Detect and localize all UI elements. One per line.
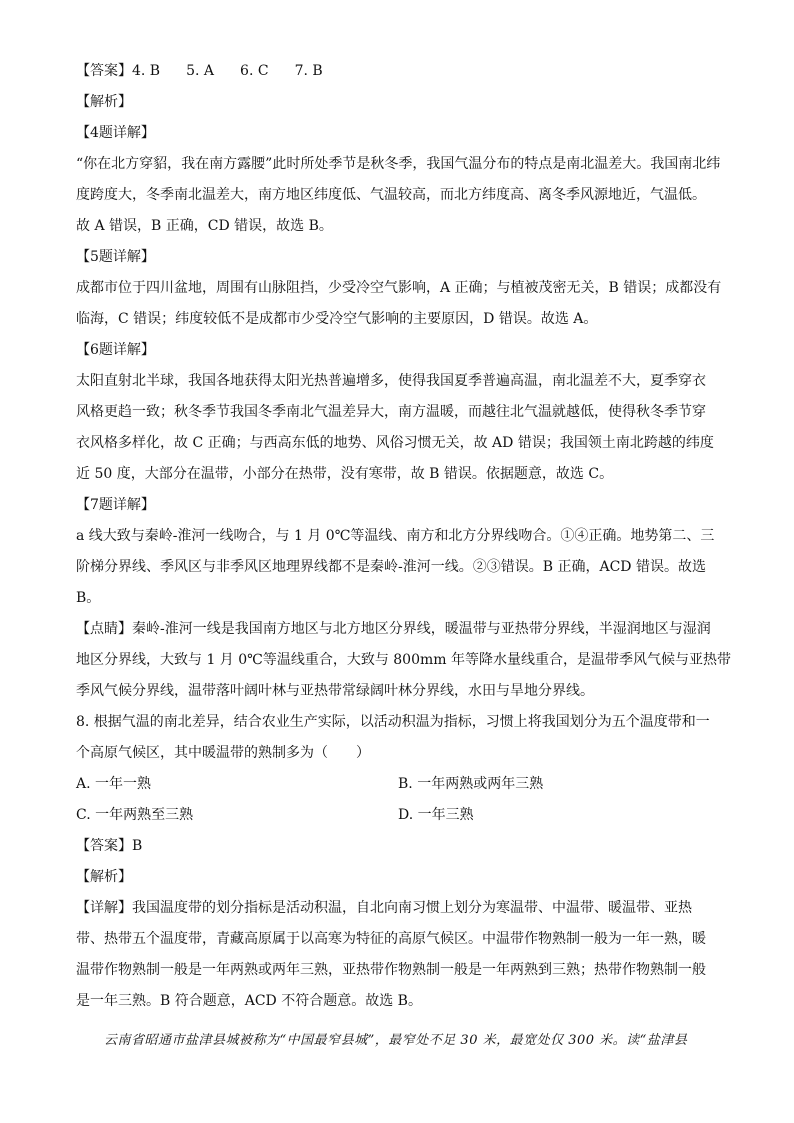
q8-options-row	[76, 800, 721, 831]
q8-stem-line: 个高原气候区，其中暖温带的熟制多为（ ）	[76, 745, 370, 761]
dianjing-text-line: 季风气候分界线，温带落叶阔叶林与亚热带常绿阔叶林分界线，水田与旱地分界线。	[76, 683, 594, 699]
q5-text-line: 临海，C 错误；纬度较低不是成都市少受冷空气影响的主要原因，D 错误。故选 A。	[76, 311, 598, 327]
q8-option-a: A. 一年一熟	[76, 776, 152, 792]
answer-label: 【答案】	[76, 63, 132, 79]
q8-detail-text-line: 是一年三熟。B 符合题意，ACD 不符合题意。故选 B。	[76, 993, 422, 1009]
q8-stem-line: 8. 根据气温的南北差异，结合农业生产实际，以活动积温为指标，习惯上将我国划分为五个温度带和一	[76, 714, 710, 730]
q4-text-line: 故 A 错误，B 正确，CD 错误，故选 B。	[76, 218, 333, 234]
next-question-intro: 云南省昭通市盐津县城被称为“中国最窄县城”，最窄处不足 30 米，最宽处仅 300 米。读“盐津县	[104, 1033, 688, 1048]
q8-detail-text-line: 温带作物熟制一般是一年两熟或两年三熟，亚热带作物熟制一般是一年两熟到三熟；热带作物熟制一般	[76, 962, 706, 978]
q8-detail-line	[76, 893, 721, 924]
q7-text-line: 阶梯分界线、季风区与非季风区地理界线都不是秦岭-淮河一线。②③错误。B 正确，ACD 错误。故选	[76, 559, 706, 575]
q8-option-c: C. 一年两熟至三熟	[76, 807, 194, 823]
dianjing-text-line: 地区分界线，大致与 1 月 0℃等温线重合，大致与 800mm 年等降水量线重合，是温带季风气候与亚热带	[76, 652, 731, 668]
dianjing-heading: 【点睛】	[76, 621, 132, 637]
q8-detail-text: 我国温度带的划分指标是活动积温，自北向南习惯上划分为寒温带、中温带、暖温带、亚热	[132, 900, 692, 916]
answer-item: 7. B	[294, 63, 323, 79]
q6-text-line: 风格更趋一致；秋冬季节我国冬季南北气温差异大，南方温暖，而越往北气温就越低，使得秋冬季节穿	[76, 404, 706, 420]
q8-detail-heading: 【详解】	[76, 900, 132, 916]
q8-option-d: D. 一年三熟	[398, 807, 474, 823]
analysis-label: 【解析】	[76, 94, 132, 110]
q4-heading: 【4题详解】	[76, 125, 155, 141]
q5-text-line: 成都市位于四川盆地，周围有山脉阻挡，少受冷空气影响，A 正确；与植被茂密无关，B 错误；成都没有	[76, 280, 722, 296]
q5-heading: 【5题详解】	[76, 249, 155, 265]
answer-item: 6. C	[240, 63, 269, 79]
q8-answer: 【答案】B	[76, 838, 143, 854]
q8-detail-text-line: 带、热带五个温度带，青藏高原属于以高寒为特征的高原气候区。中温带作物熟制一般为一年一熟，暖	[76, 931, 706, 947]
document-content	[76, 56, 731, 1017]
answer-item: 5. A	[186, 63, 215, 79]
q4-text-line: “你在北方穿貂，我在南方露腰”此时所处季节是秋冬季，我国气温分布的特点是南北温差大。我国南北纬	[76, 156, 721, 172]
q6-text-line: 衣风格多样化，故 C 正确；与西高东低的地势、风俗习惯无关，故 AD 错误；我国领土南北跨越的纬度	[76, 435, 714, 451]
answer-item: 4. B	[132, 63, 161, 79]
q7-heading: 【7题详解】	[76, 497, 155, 513]
q8-analysis-label: 【解析】	[76, 869, 132, 885]
dianjing-text: 秦岭-淮河一线是我国南方地区与北方地区分界线，暖温带与亚热带分界线，半湿润地区与湿润	[132, 621, 711, 637]
q4-text-line: 度跨度大，冬季南北温差大，南方地区纬度低、气温较高，而北方纬度高、离冬季风源地近，气温低。	[76, 187, 706, 203]
dianjing-line	[76, 614, 721, 645]
q7-text-line: B。	[76, 590, 101, 606]
q8-option-b: B. 一年两熟或两年三熟	[398, 776, 544, 792]
q8-options-row	[76, 769, 721, 800]
q6-text-line: 近 50 度，大部分在温带，小部分在热带，没有寒带，故 B 错误。依据题意，故选 C。	[76, 466, 614, 482]
q6-heading: 【6题详解】	[76, 342, 155, 358]
q6-text-line: 太阳直射北半球，我国各地获得太阳光热普遍增多，使得我国夏季普遍高温，南北温差不大，夏季穿衣	[76, 373, 706, 389]
answer-row-4-7	[76, 56, 721, 87]
q7-text-line: a 线大致与秦岭-淮河一线吻合，与 1 月 0℃等温线、南方和北方分界线吻合。①④正确。地势第二、三	[76, 528, 715, 544]
